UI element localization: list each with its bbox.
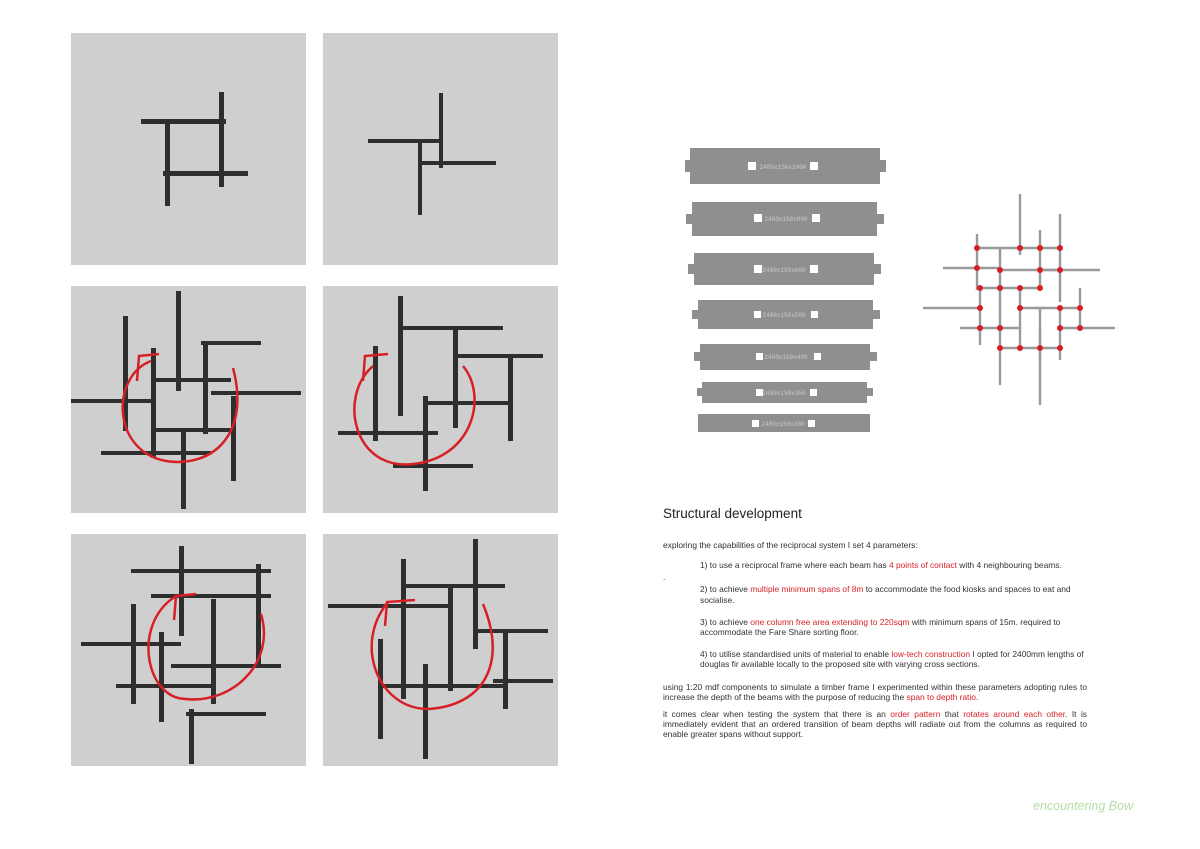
- paragraph-method: using 1:20 mdf components to simulate a timber frame I experimented within these parameters adopting rules to increase the depth of the beams with the purpose of reducing the span to depth ratio.: [663, 681, 1087, 702]
- highlight: low-tech construction: [891, 649, 971, 660]
- model-photo-2: [323, 33, 558, 265]
- beam-5: [694, 344, 877, 370]
- intro-text: exploring the capabilities of the reciprocal system I set 4 parameters:: [663, 540, 918, 550]
- highlight: order pattern: [890, 709, 941, 720]
- beam-3: [688, 253, 881, 285]
- model-photo-6: [323, 534, 558, 766]
- beam-label-7: 2400x150x300: [761, 421, 805, 428]
- beam-label-6: 2400x150x350: [762, 390, 806, 397]
- section-title: Structural development: [663, 506, 802, 521]
- reciprocal-model-4-beam-small: [323, 33, 558, 265]
- beam-7: [698, 414, 870, 432]
- reciprocal-model-grid: [71, 534, 306, 766]
- beam-components-image: [680, 140, 890, 440]
- model-photo-1: [71, 33, 306, 265]
- model-photo-4: [323, 286, 558, 513]
- footer-project-name: encountering Bow: [1033, 799, 1134, 813]
- highlight: 4 points of contact: [889, 560, 957, 571]
- beam-label-2: 2400x150x800: [764, 216, 808, 223]
- beam-label-1: 2400x150x1000: [759, 164, 807, 171]
- reciprocal-model-expanded: [71, 286, 306, 513]
- beam-4: [692, 300, 880, 329]
- highlight: span to depth ratio: [906, 691, 976, 702]
- beam-label-5: 2400x150x400: [764, 354, 808, 361]
- parameter-3: 3) to achieve one column free area extending to 220sqm with minimum spans of 15m. required to accommodate the Fare Share sorting floor.: [700, 616, 1061, 638]
- reciprocal-model-grid-2: [323, 534, 558, 766]
- reciprocal-grid-diagram: [915, 190, 1120, 410]
- highlight: rotates around each other: [963, 709, 1066, 720]
- paragraph-conclusion: it comes clear when testing the system that there is an order pattern that rotates around each other. It is immediately evident that an ordered transition of beam depths will radiate out from the columns as required to enable greater spans without support.: [663, 709, 1087, 740]
- beam-6: [697, 382, 873, 403]
- highlight: one column free area extending to 220sqm: [750, 616, 910, 627]
- body-text: [663, 540, 1087, 747]
- beam-label-4: 2400x150x500: [762, 312, 806, 319]
- beam-2: [686, 202, 884, 236]
- beam-1: [685, 148, 886, 184]
- model-photo-5: [71, 534, 306, 766]
- highlight: multiple minimum spans of 8m: [750, 584, 864, 595]
- reciprocal-model-expanded-2: [323, 286, 558, 513]
- model-photo-3: [71, 286, 306, 513]
- parameter-2: 2) to achieve multiple minimum spans of 8m to accommodate the food kiosks and spaces to eat and socialise.: [700, 584, 1071, 605]
- beam-label-3: 2400x150x600: [762, 267, 806, 274]
- parameter-1: 1) to use a reciprocal frame where each beam has 4 points of contact with 4 neighbouring beams.: [700, 560, 1062, 571]
- reciprocal-model-4-beam: [71, 33, 306, 265]
- parameter-4: 4) to utilise standardised units of material to enable low-tech construction I opted for 2400mm lengths of douglas fir available locally to the proposed site with varying cross sections.: [700, 649, 1084, 670]
- stray-mark: .: [663, 572, 666, 583]
